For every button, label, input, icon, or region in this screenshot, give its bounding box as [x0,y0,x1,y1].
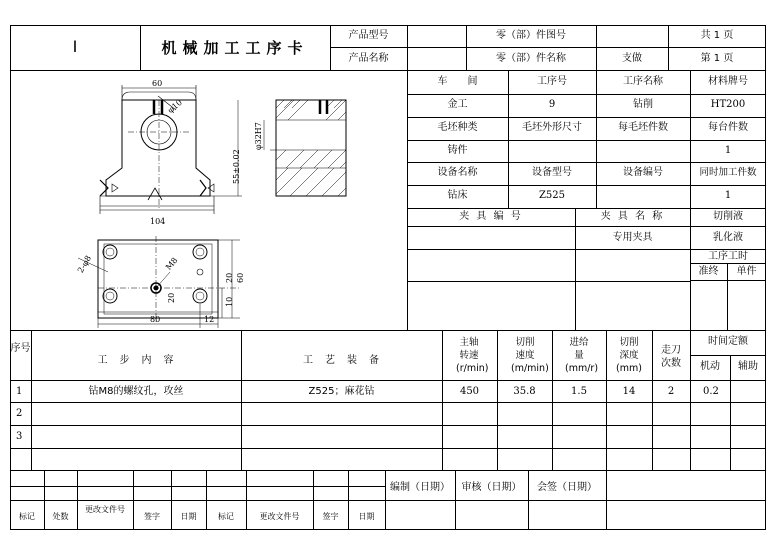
countersign-label: 会签（日期） [537,482,597,493]
material-label: 材料牌号 [708,76,748,87]
sign-label-1: 签字 [144,512,160,521]
workshop-label: 车 间 [437,76,478,87]
dim-width-60: 60 [152,79,163,88]
dim-20a: 20 [167,292,176,303]
date-label-2: 日期 [358,512,375,521]
row-1-content: 钻M8的螺纹孔，攻丝 [88,386,184,397]
dim-height-55: 55±0.02 [232,149,241,184]
blank-size-label: 毛坯外形尺寸 [522,122,582,133]
equip-no-label: 设备编号 [623,167,663,178]
col-feed-header: 进给量(mm/r) [565,337,599,374]
product-name-label: 产品名称 [348,53,389,64]
sign-label-2: 签字 [322,512,339,521]
workshop-value: 金工 [447,99,468,110]
dim-60b: 60 [236,272,245,283]
process-name-value: 钻削 [633,99,653,110]
change-doc-label-1: 更改文件号 [85,505,125,514]
fixture-name-label: 夹 具 名 称 [600,211,665,222]
dim-phi10: φ10 [166,97,184,115]
col-passes-header: 走刀次数 [661,345,681,369]
total-pages: 共 1 页 [700,30,734,41]
col-no-header: 序号 [10,343,31,354]
col-time-quota-header: 时间定额 [708,336,748,347]
units-per-label: 每台件数 [708,122,748,133]
units-per-value: 1 [724,145,732,156]
row-1-cut-speed: 35.8 [513,386,536,397]
equip-name-label: 设备名称 [437,167,478,178]
mark-label-2: 标记 [218,512,234,521]
dim-m8: M8 [164,255,180,272]
row-1-depth: 14 [622,386,636,397]
row-1-no: 1 [16,386,23,397]
equip-model-value: Z525 [538,190,566,201]
process-no-label: 工序号 [537,76,567,87]
fixture-no-label: 夹 具 编 号 [459,211,523,222]
card-title: 机械加工工序卡 [161,39,309,57]
dim-width-104: 104 [150,217,166,226]
part-name-value: 支做 [622,53,642,64]
col-content-header: 工 步 内 容 [97,355,175,366]
blank-type-label: 毛坯种类 [437,122,478,133]
dim-length-80: 80 [150,315,161,324]
col-machine-time-header: 机动 [700,361,720,372]
simul-value: 1 [724,190,732,201]
simul-label: 同时加工件数 [699,167,757,178]
dim-bore: φ32H7 [254,122,263,150]
dim-10: 10 [225,296,234,307]
coolant-value: 乳化液 [713,232,743,243]
blank-count-label: 每毛坯件数 [618,122,668,133]
review-label: 审核（日期） [461,482,522,493]
material-value: HT200 [710,99,746,110]
product-model-label: 产品型号 [348,30,389,41]
process-no-value: 9 [548,99,556,110]
date-label-1: 日期 [180,512,197,521]
dim-20b: 20 [225,272,234,283]
col-cut-speed-header: 切削速度(m/min) [511,337,549,374]
compile-label: 编制（日期） [390,482,450,493]
row-1-spindle: 450 [459,386,480,397]
place-count-label: 处数 [52,512,69,521]
col-depth-header: 切削深度(mm) [616,337,642,374]
unit-time-label: 单件 [736,266,757,277]
mark-label-1: 标记 [19,512,35,521]
prep-time-label: 准终 [698,266,719,277]
dim-holes: 2-φ8 [76,253,94,275]
row-2-no: 2 [16,408,23,419]
part-drawing-no-label: 零（部）件图号 [496,30,566,41]
coolant-label: 切削液 [713,211,743,222]
change-doc-label-2: 更改文件号 [259,512,300,521]
row-1-machine-time: 0.2 [703,386,719,397]
col-aux-time-header: 辅助 [738,361,758,372]
process-time-label: 工序工时 [708,251,748,262]
equip-model-label: 设备型号 [532,167,572,178]
row-1-passes: 2 [667,386,675,397]
card-code-mark: I [72,37,78,56]
row-3-no: 3 [16,431,23,442]
part-name-label: 零（部）件名称 [496,53,566,64]
part-drawing [60,72,390,330]
col-equipment-header: 工 艺 装 备 [303,355,380,366]
row-1-equipment: Z525；麻花钻 [308,386,375,397]
dim-12: 12 [204,315,215,324]
row-1-feed: 1.5 [571,386,587,397]
fixture-name-value: 专用夹具 [612,232,653,243]
page-number: 第 1 页 [700,53,734,64]
process-name-label: 工序名称 [623,76,663,87]
col-spindle-header: 主轴转速(r/min) [456,337,489,374]
equip-name-value: 钻床 [447,190,468,201]
blank-type-value: 铸件 [447,145,468,156]
